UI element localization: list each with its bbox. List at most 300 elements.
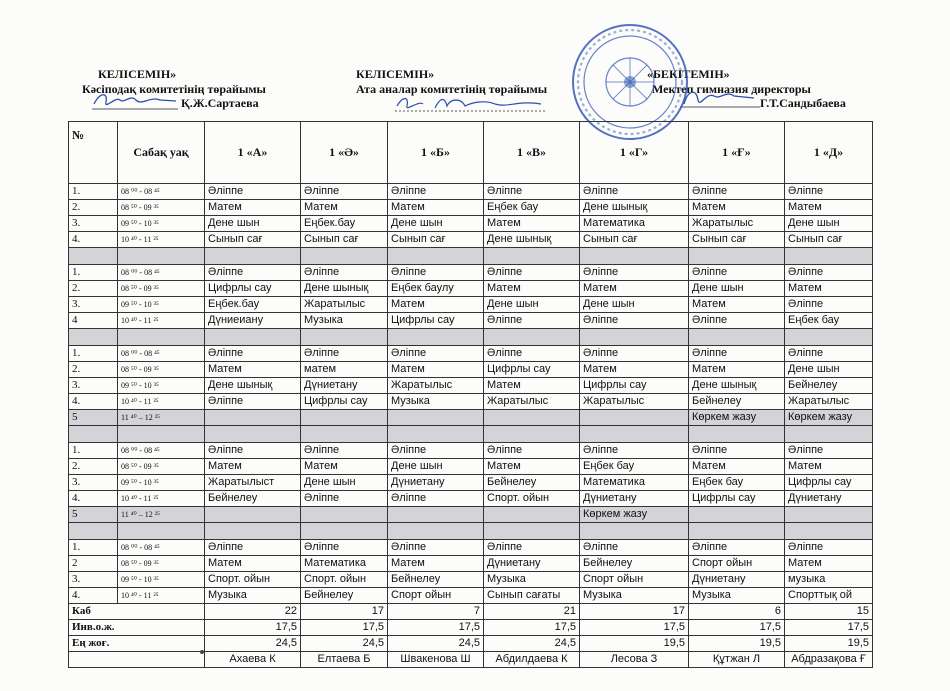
subject-cell: Математика — [580, 216, 689, 232]
subject-cell: Спорт. ойын — [205, 572, 301, 588]
lesson-time: 10 ⁴⁰ - 11 ²⁵ — [118, 394, 205, 410]
subject-cell: Әліппе — [689, 346, 785, 362]
column-header-class-1a: 1 «А» — [205, 122, 301, 184]
subject-cell: Әліппе — [205, 443, 301, 459]
lesson-number: 4. — [69, 491, 118, 507]
separator-cell — [118, 329, 205, 346]
summary-value: 24,5 — [388, 636, 484, 652]
subject-cell: Матем — [205, 200, 301, 216]
summary-value: 17,5 — [785, 620, 873, 636]
subject-cell: Әліппе — [205, 394, 301, 410]
subject-cell: Әліппе — [689, 540, 785, 556]
lesson-row — [69, 491, 873, 507]
lesson-time: 09 ⁵⁰ - 10 ³⁵ — [118, 572, 205, 588]
subject-cell: Дүниетану — [484, 556, 580, 572]
subject-cell: Әліппе — [689, 313, 785, 329]
separator-cell — [69, 329, 118, 346]
subject-cell: Матем — [301, 459, 388, 475]
lesson-number: 4. — [69, 588, 118, 604]
subject-cell: Дене шын — [689, 281, 785, 297]
summary-label: Ең жоғ. — [69, 636, 205, 652]
subject-cell: Цифрлы сау — [388, 313, 484, 329]
subject-cell: Дене шын — [388, 216, 484, 232]
lesson-row — [69, 265, 873, 281]
lesson-row — [69, 232, 873, 248]
day-separator-row — [69, 426, 873, 443]
subject-cell — [484, 410, 580, 426]
lesson-time: 08 ⁰⁰ - 08 ⁴⁵ — [118, 443, 205, 459]
subject-cell: Дүниеиану — [205, 313, 301, 329]
column-header-number: № — [69, 122, 118, 184]
subject-cell: Әліппе — [388, 346, 484, 362]
subject-cell: Цифрлы сау — [484, 362, 580, 378]
subject-cell: Әліппе — [388, 184, 484, 200]
subject-cell: Дүниетану — [689, 572, 785, 588]
summary-value: 15 — [785, 604, 873, 620]
subject-cell: Әліппе — [484, 184, 580, 200]
subject-cell: Әліппе — [388, 540, 484, 556]
subject-cell: Музыка — [484, 572, 580, 588]
subject-cell: Әліппе — [205, 346, 301, 362]
lesson-time: 09 ⁵⁰ - 10 ³⁵ — [118, 297, 205, 313]
subject-cell: Әліппе — [689, 265, 785, 281]
subject-cell: Әліппе — [301, 265, 388, 281]
separator-cell — [301, 248, 388, 265]
subject-cell: Матем — [689, 297, 785, 313]
subject-cell: Матем — [689, 362, 785, 378]
subject-cell: Бейнелеу — [580, 556, 689, 572]
subject-cell: Математика — [580, 475, 689, 491]
lesson-row — [69, 588, 873, 604]
subject-cell: Матем — [301, 200, 388, 216]
subject-cell: Музыка — [301, 313, 388, 329]
separator-cell — [69, 248, 118, 265]
subject-cell: Матем — [388, 556, 484, 572]
subject-cell: Бейнелеу — [388, 572, 484, 588]
separator-cell — [69, 523, 118, 540]
subject-cell: Матем — [484, 281, 580, 297]
separator-cell — [205, 426, 301, 443]
separator-cell — [388, 426, 484, 443]
subject-cell: Матем — [689, 200, 785, 216]
lesson-number: 5 — [69, 410, 118, 426]
separator-cell — [301, 523, 388, 540]
summary-value: 6 — [689, 604, 785, 620]
middle-approval-role: Ата аналар комитетінің төрайымы — [356, 82, 548, 96]
subject-cell: Әліппе — [689, 443, 785, 459]
lesson-row — [69, 572, 873, 588]
subject-cell: Дене шын — [205, 216, 301, 232]
subject-cell — [484, 507, 580, 523]
subject-cell: Спорт. ойын — [484, 491, 580, 507]
column-header-class-1v: 1 «В» — [484, 122, 580, 184]
subject-cell: Әліппе — [785, 184, 873, 200]
subject-cell: Музыка — [205, 588, 301, 604]
subject-cell: Әліппе — [580, 443, 689, 459]
subject-cell — [388, 507, 484, 523]
ink-dot — [200, 650, 204, 654]
separator-cell — [785, 248, 873, 265]
lesson-number: 1. — [69, 346, 118, 362]
lesson-number: 1. — [69, 540, 118, 556]
summary-value: 21 — [484, 604, 580, 620]
subject-cell: Сынып сағ — [301, 232, 388, 248]
lesson-number: 5 — [69, 507, 118, 523]
subject-cell: Жаратылыс — [580, 394, 689, 410]
subject-cell: Әліппе — [301, 540, 388, 556]
teacher-name: Елтаева Б — [301, 652, 388, 668]
subject-cell: Әліппе — [301, 443, 388, 459]
subject-cell: Көркем жазу — [689, 410, 785, 426]
subject-cell: Әліппе — [301, 346, 388, 362]
subject-cell: Цифрлы сау — [580, 378, 689, 394]
column-header-class-1d: 1 «Д» — [785, 122, 873, 184]
subject-cell: Көркем жазу — [785, 410, 873, 426]
lesson-time: 08 ⁵⁰ - 09 ³⁵ — [118, 459, 205, 475]
subject-cell: Әліппе — [484, 346, 580, 362]
separator-cell — [205, 523, 301, 540]
subject-cell: Дене шынық — [580, 200, 689, 216]
lesson-number: 2. — [69, 200, 118, 216]
subject-cell: Еңбек бау — [484, 200, 580, 216]
lesson-row — [69, 200, 873, 216]
subject-cell: Дене шынық — [301, 281, 388, 297]
subject-cell: Сынып сағ — [388, 232, 484, 248]
subject-cell: Дене шын — [388, 459, 484, 475]
subject-cell: Әліппе — [785, 346, 873, 362]
separator-cell — [484, 523, 580, 540]
summary-value: 17,5 — [484, 620, 580, 636]
column-header-class-1g: 1 «Г» — [580, 122, 689, 184]
subject-cell: Спорт ойын — [580, 572, 689, 588]
subject-cell: Әліппе — [205, 540, 301, 556]
subject-cell: Матем — [785, 281, 873, 297]
subject-cell: Дене шынық — [689, 378, 785, 394]
day-separator-row — [69, 523, 873, 540]
subject-cell: Еңбек.бау — [205, 297, 301, 313]
lesson-time: 08 ⁰⁰ - 08 ⁴⁵ — [118, 184, 205, 200]
subject-cell: Әліппе — [301, 184, 388, 200]
lesson-row — [69, 281, 873, 297]
lesson-time: 08 ⁰⁰ - 08 ⁴⁵ — [118, 346, 205, 362]
subject-cell: Жаратылыс — [301, 297, 388, 313]
lesson-time: 08 ⁵⁰ - 09 ³⁵ — [118, 556, 205, 572]
teacher-name: Лесова З — [580, 652, 689, 668]
subject-cell: Әліппе — [580, 265, 689, 281]
subject-cell: Дене шын — [301, 475, 388, 491]
subject-cell: Спорт ойын — [388, 588, 484, 604]
subject-cell — [785, 507, 873, 523]
lesson-row — [69, 362, 873, 378]
summary-value: 19,5 — [785, 636, 873, 652]
summary-value: 24,5 — [205, 636, 301, 652]
lesson-row — [69, 394, 873, 410]
summary-value: 17,5 — [301, 620, 388, 636]
lesson-row — [69, 443, 873, 459]
separator-cell — [301, 329, 388, 346]
subject-cell: Әліппе — [785, 443, 873, 459]
subject-cell: Жаратылыс — [785, 394, 873, 410]
summary-value: 17,5 — [689, 620, 785, 636]
summary-row — [69, 604, 873, 620]
summary-value: 17,5 — [388, 620, 484, 636]
subject-cell: Дүниетану — [388, 475, 484, 491]
subject-cell: Сынып сағаты — [484, 588, 580, 604]
subject-cell: Сынып сағ — [205, 232, 301, 248]
subject-cell: Бейнелеу — [689, 394, 785, 410]
subject-cell: Әліппе — [205, 265, 301, 281]
subject-cell: Әліппе — [689, 184, 785, 200]
lesson-row — [69, 297, 873, 313]
subject-cell: Матем — [580, 362, 689, 378]
subject-cell: Дүниетану — [301, 378, 388, 394]
subject-cell: матем — [301, 362, 388, 378]
summary-value: 24,5 — [301, 636, 388, 652]
lesson-row — [69, 313, 873, 329]
lesson-time: 08 ⁵⁰ - 09 ³⁵ — [118, 200, 205, 216]
lesson-number: 2 — [69, 556, 118, 572]
summary-value: 17 — [580, 604, 689, 620]
subject-cell: Матем — [689, 459, 785, 475]
lesson-row — [69, 346, 873, 362]
subject-cell: Әліппе — [580, 346, 689, 362]
lesson-time: 11 ⁴⁰ – 12 ²⁵ — [118, 410, 205, 426]
subject-cell: Матем — [205, 459, 301, 475]
lesson-number: 1. — [69, 443, 118, 459]
subject-cell: Математика — [301, 556, 388, 572]
subject-cell: Матем — [388, 362, 484, 378]
subject-cell: Сынып сағ — [580, 232, 689, 248]
subject-cell: музыка — [785, 572, 873, 588]
summary-value: 17 — [301, 604, 388, 620]
subject-cell: Жаратылыст — [205, 475, 301, 491]
summary-value: 17,5 — [205, 620, 301, 636]
subject-cell: Дүниетану — [785, 491, 873, 507]
separator-cell — [580, 426, 689, 443]
subject-cell: Дене шын — [484, 297, 580, 313]
separator-cell — [580, 329, 689, 346]
lesson-row — [69, 540, 873, 556]
separator-cell — [205, 329, 301, 346]
separator-cell — [484, 426, 580, 443]
lesson-number: 3. — [69, 216, 118, 232]
subject-cell — [205, 410, 301, 426]
subject-cell: Дене шын — [785, 216, 873, 232]
subject-cell: Әліппе — [205, 184, 301, 200]
subject-cell: Жаратылыс — [689, 216, 785, 232]
lesson-number: 2. — [69, 281, 118, 297]
subject-cell — [301, 507, 388, 523]
lesson-row — [69, 378, 873, 394]
right-approval-role: Мектеп гимназия директоры — [652, 82, 811, 96]
right-approval-name: Г.Т.Сандыбаева — [760, 96, 846, 110]
summary-label: Каб — [69, 604, 205, 620]
separator-cell — [484, 248, 580, 265]
separator-cell — [388, 329, 484, 346]
subject-cell — [205, 507, 301, 523]
lesson-time: 10 ⁴⁰ - 11 ²⁵ — [118, 313, 205, 329]
lesson-number: 3. — [69, 475, 118, 491]
subject-cell: Музыка — [388, 394, 484, 410]
separator-cell — [580, 248, 689, 265]
lesson-number: 3. — [69, 572, 118, 588]
lesson-row — [69, 184, 873, 200]
subject-cell: Бейнелеу — [484, 475, 580, 491]
subject-cell: Матем — [484, 216, 580, 232]
lesson-number: 1. — [69, 265, 118, 281]
subject-cell: Дүниетану — [580, 491, 689, 507]
lesson-row — [69, 459, 873, 475]
column-header-class-1ae: 1 «Ә» — [301, 122, 388, 184]
separator-cell — [689, 523, 785, 540]
separator-cell — [205, 248, 301, 265]
subject-cell: Еңбек.бау — [301, 216, 388, 232]
subject-cell: Еңбек бау — [785, 313, 873, 329]
teachers-row — [69, 652, 873, 668]
separator-cell — [388, 523, 484, 540]
summary-value: 24,5 — [484, 636, 580, 652]
left-signature — [90, 88, 180, 112]
summary-value: 7 — [388, 604, 484, 620]
lesson-time: 11 ⁴⁰ – 12 ²⁵ — [118, 507, 205, 523]
schedule-table — [68, 121, 873, 668]
subject-cell: Әліппе — [484, 265, 580, 281]
subject-cell: Әліппе — [580, 184, 689, 200]
separator-cell — [785, 426, 873, 443]
separator-cell — [118, 523, 205, 540]
separator-cell — [689, 329, 785, 346]
subject-cell: Матем — [205, 556, 301, 572]
subject-cell: Әліппе — [484, 540, 580, 556]
separator-cell — [301, 426, 388, 443]
separator-cell — [785, 523, 873, 540]
summary-row — [69, 636, 873, 652]
subject-cell: Бейнелеу — [205, 491, 301, 507]
summary-row — [69, 620, 873, 636]
subject-cell: Сынып сағ — [785, 232, 873, 248]
lesson-number: 2. — [69, 362, 118, 378]
subject-cell: Матем — [205, 362, 301, 378]
subject-cell: Матем — [484, 459, 580, 475]
subject-cell: Жаратылыс — [388, 378, 484, 394]
middle-approval-title: КЕЛІСЕМІН» — [356, 67, 435, 81]
right-signature — [680, 86, 760, 110]
subject-cell: Еңбек баулу — [388, 281, 484, 297]
subject-cell — [388, 410, 484, 426]
lesson-row — [69, 556, 873, 572]
subject-cell: Спорт. ойын — [301, 572, 388, 588]
day-separator-row — [69, 329, 873, 346]
teacher-name: Абдразақова Ғ — [785, 652, 873, 668]
lesson-time: 10 ⁴⁰ - 11 ²⁵ — [118, 588, 205, 604]
subject-cell — [580, 410, 689, 426]
lesson-time: 09 ⁵⁰ - 10 ³⁵ — [118, 216, 205, 232]
lesson-row — [69, 475, 873, 491]
subject-cell: Музыка — [689, 588, 785, 604]
summary-value: 22 — [205, 604, 301, 620]
subject-cell: Еңбек бау — [580, 459, 689, 475]
subject-cell: Матем — [785, 459, 873, 475]
separator-cell — [785, 329, 873, 346]
day-separator-row — [69, 248, 873, 265]
lesson-row — [69, 410, 873, 426]
subject-cell: Матем — [484, 378, 580, 394]
subject-cell: Дене шынық — [484, 232, 580, 248]
lesson-number: 1. — [69, 184, 118, 200]
lesson-time: 10 ⁴⁰ - 11 ²⁵ — [118, 232, 205, 248]
lesson-time: 08 ⁵⁰ - 09 ³⁵ — [118, 362, 205, 378]
subject-cell: Әліппе — [388, 491, 484, 507]
lesson-time: 09 ⁵⁰ - 10 ³⁵ — [118, 475, 205, 491]
right-approval-title: «БЕКІТЕМІН» — [647, 67, 730, 81]
lesson-number: 4. — [69, 232, 118, 248]
separator-cell — [484, 329, 580, 346]
subject-cell — [301, 410, 388, 426]
subject-cell: Әліппе — [301, 491, 388, 507]
subject-cell: Әліппе — [484, 443, 580, 459]
left-approval-title: КЕЛІСЕМІН» — [98, 67, 177, 81]
subject-cell: Матем — [580, 281, 689, 297]
subject-cell: Әліппе — [484, 313, 580, 329]
lesson-row — [69, 216, 873, 232]
subject-cell: Матем — [388, 297, 484, 313]
middle-signature — [395, 94, 545, 114]
summary-label: Инв.о.ж. — [69, 620, 205, 636]
subject-cell: Цифрлы сау — [785, 475, 873, 491]
summary-value: 19,5 — [689, 636, 785, 652]
lesson-number: 4. — [69, 394, 118, 410]
column-header-class-1gh: 1 «Ғ» — [689, 122, 785, 184]
lesson-number: 3. — [69, 378, 118, 394]
subject-cell: Матем — [785, 200, 873, 216]
subject-cell: Әліппе — [388, 443, 484, 459]
separator-cell — [580, 523, 689, 540]
subject-cell: Бейнелеу — [301, 588, 388, 604]
subject-cell: Әліппе — [388, 265, 484, 281]
subject-cell: Еңбек бау — [689, 475, 785, 491]
subject-cell: Әліппе — [785, 265, 873, 281]
column-header-class-1b: 1 «Б» — [388, 122, 484, 184]
lesson-time: 09 ⁵⁰ - 10 ³⁵ — [118, 378, 205, 394]
subject-cell — [689, 507, 785, 523]
subject-cell: Көркем жазу — [580, 507, 689, 523]
subject-cell: Дене шын — [785, 362, 873, 378]
lesson-row — [69, 507, 873, 523]
summary-value: 19,5 — [580, 636, 689, 652]
lesson-number: 3. — [69, 297, 118, 313]
column-header-time: Сабақ уақ — [118, 122, 205, 184]
separator-cell — [388, 248, 484, 265]
teacher-name: Абдилдаева К — [484, 652, 580, 668]
subject-cell: Бейнелеу — [785, 378, 873, 394]
subject-cell: Спорт ойын — [689, 556, 785, 572]
teachers-row-spacer — [69, 652, 205, 668]
lesson-time: 08 ⁰⁰ - 08 ⁴⁵ — [118, 540, 205, 556]
subject-cell: Дене шынық — [205, 378, 301, 394]
subject-cell: Әліппе — [580, 313, 689, 329]
teacher-name: Құтжан Л — [689, 652, 785, 668]
subject-cell: Матем — [785, 556, 873, 572]
subject-cell: Әліппе — [580, 540, 689, 556]
subject-cell: Цифрлы сау — [689, 491, 785, 507]
lesson-time: 08 ⁰⁰ - 08 ⁴⁵ — [118, 265, 205, 281]
subject-cell: Дене шын — [580, 297, 689, 313]
subject-cell: Жаратылыс — [484, 394, 580, 410]
subject-cell: Цифрлы сау — [301, 394, 388, 410]
table-header-row — [69, 122, 873, 184]
subject-cell: Сынып сағ — [689, 232, 785, 248]
separator-cell — [689, 248, 785, 265]
